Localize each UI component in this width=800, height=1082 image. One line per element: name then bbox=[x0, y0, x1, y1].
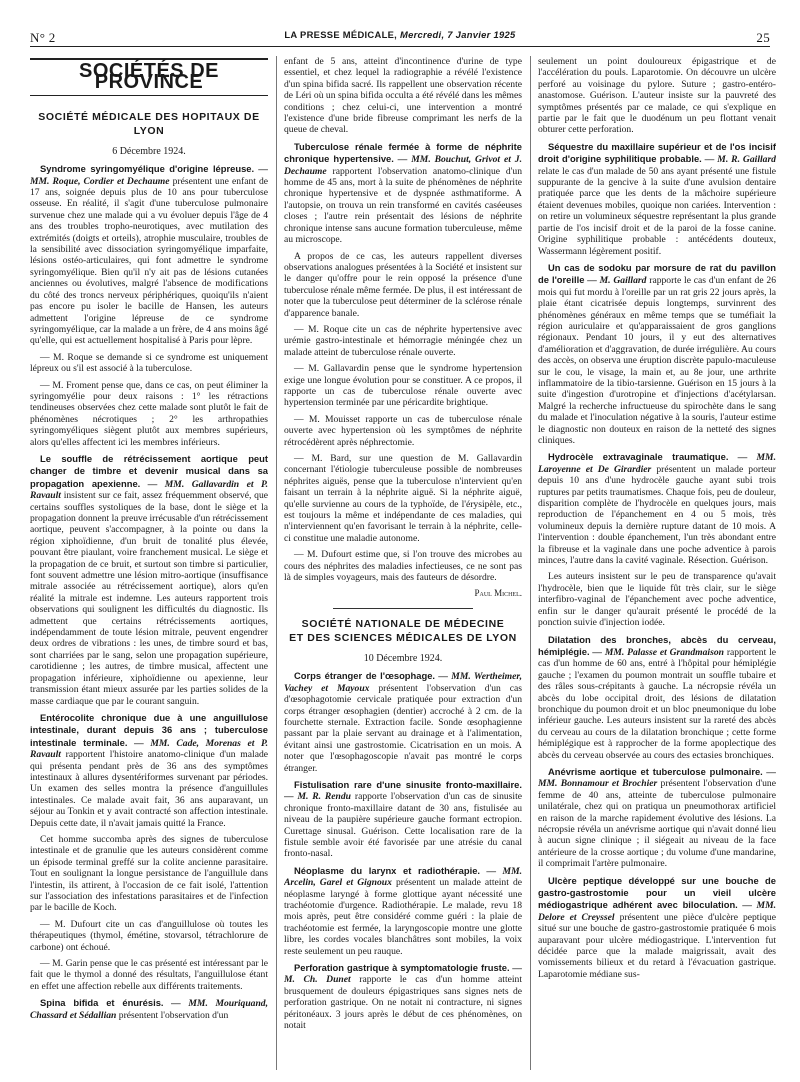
article-paragraph bbox=[538, 766, 776, 870]
article-title: Perforation gastrique à symptomatologie fruste. bbox=[294, 962, 510, 974]
article-paragraph: — M. Froment pense que, dans ce cas, on peut éliminer la syringomyélie pour deux raisons : 1° les rétractions tendineuses observées chez cette malade sont plutôt le fait de phénomènes nécrotiques ; 2° les arthropathies syringomyéliques siègent plutôt aux membres supérieurs, alors qu'elles affectent ici les membres inférieurs. bbox=[30, 379, 268, 448]
article-paragraph bbox=[538, 451, 776, 566]
article-authors: — MM. Palasse et Grandmaison bbox=[592, 646, 724, 658]
article-authors: — MM. Roque, Cordier et Dechaume bbox=[30, 164, 268, 187]
article-text: rapportent l'histoire anatomo-clinique d'un malade qui présenta pendant près de 36 ans des symptômes intestinaux à allures dysentériformes survenant par périodes. Un examen des selles montra la présence d'anguillules intestinales. Ce malade avait fait, 36 ans auparavant, un séjour au Tonkin et y avait contracté son affection intestinale. Depuis cette date, il n'avait jamais quitté la France. bbox=[30, 749, 268, 829]
article-title: Dilatation des bronches, abcès du cerveau, hémiplégie. bbox=[538, 633, 776, 657]
article-text: insistent sur ce fait, assez fréquemment observé, que certains souffles systoliques de la base, dont le siège et la propagation donnent la preuve irrécusable d'un rétrécissement aortique, peuvent s'accompagner, à la pointe ou dans la région xiphoïdienne, d'un bruit de tonalité plus élevée, pouvant être piaulant, voire franchement musical. Le siège et la propagation de ce bruit, et surtout son timbre si particulier, font souvent admettre une lésion mitro-aortique (insuffisance mitrale associée au rétrécissement aortique), alors qu'en réalité la mitrale est indemne. Les auteurs rapportent trois observations qui soulignent les difficultés du diagnostic. Ils admettent que certains rétrécissements aortiques, indépendamment de toute lésion mitrale, peuvent engendrer deux ordres de vibrations : les unes, de timbre sourd et bas, sont charriées par le sang, selon une propagation supérieure, carotidienne ; les autres, de timbre musical, affectent une propagation inférieure, xiphoïdienne ou apexienne, leur transmission étant mieux assurée par les parties solides de la masse cardiaque que par le courant sanguin. bbox=[30, 490, 268, 707]
article-paragraph: — M. Roque cite un cas de néphrite hypertensive avec urémie gastro-intestinale et hémorragie méningée chez un malade atteint de tuberculose rénale ouverte. bbox=[284, 323, 522, 358]
article-text: présentent un malade atteint de néoplasme laryngé à forme glottique ayant nécessité une trachéotomie d'urgence. Radiothérapie. Le malade, revu 18 mois après, peut être considéré comme guéri : la plaie de trachéotomie est fermée, la laryngoscopie montre une glotte libre, les cordes vocales blanchâtres sont mobiles, la voix reste seulement un peu rauque. bbox=[284, 877, 522, 957]
article-authors: — MM. Bouchut, Grivot et J. Dechaume bbox=[284, 154, 522, 177]
article-title: Le souffle de rétrécissement aortique peut changer de timbre et devenir musical dans sa propagation apexienne. bbox=[30, 452, 268, 489]
article-text: relate le cas d'un malade de 50 ans ayant présenté une fistule suppurante de la gencive à la suite d'une avulsion dentaire pratiquée parce que les dents de la mâchoire supérieure étaient devenues mobiles, quoique non cariées. Intervention : on retire un volumineux séquestre représentant la plus grande partie de l'os incisif droit et de la paroi de la fosse canine. Origine syphilitique probable : antécédents douteux, Wassermann légèrement positif. bbox=[538, 165, 776, 257]
article-paragraph: — M. Dufourt cite un cas d'anguillulose où toutes les thérapeutiques (thymol, émétine, stovarsol, tétrachlorure de carbone) ont échoué. bbox=[30, 918, 268, 953]
article-text: présentent une enfant de 17 ans, soignée depuis plus de 10 ans pour tuberculose osseuse. En réalité, il s'agit d'une tuberculose pulmonaire survenue chez une malade qui a vu évoluer depuis l'âge de 4 ans des troubles tropho-neurotiques, avec mutilation des extrémités (doigts et orteils), atrophie musculaire, troubles de la sensibilité avec dissociation syringomyélique imparfaite, lésions ostéo-articulaires, qui font admettre le syndrome syringomyélique. Bien qu'il n'y ait pas de lésions cutanées anciennes ou évolutives, malgré l'absence de modifications du côté des troncs nerveux périphériques, quoiqu'ils n'aient pas encore pu isoler le bacille de Hansen, les auteurs admettent l'origine lépreuse de ce syndrome syringomyélique, car la malade a un frère, de 4 ans moins âgé qu'elle, qui est actuellement hospitalisé à Paris pour lèpre. bbox=[30, 175, 268, 347]
article-text: présentent un malade porteur depuis 10 ans d'une hydrocèle gauche ayant subi trois ruptures par petits traumatismes. Chaque fois, peu de douleur, disparition complète de l'hydrocèle en quelques jours, mais reproduction de l'épanchement en 4 ou 5 mois, très volumineux depuis la dernière rupture datant de 10 mois. A l'intervention : double épanchement, l'un très abondant entre la fibreuse et la vaginale dans une poche adventice à parois minces, l'autre dans la cavité vaginale. Résection. Guérison. bbox=[538, 463, 776, 567]
article-text: rapporte le cas d'un homme atteint brusquement de douleurs épigastriques sans signes nets de perforation gastrique. On ne notait ni contracture, ni signes péritonéaux. 3 jours après le début de ces phénomènes, on notait bbox=[284, 974, 522, 1032]
society-heading: SOCIÉTÉ MÉDICALE DES HOPITAUX DE LYON bbox=[38, 110, 260, 137]
section-divider bbox=[333, 608, 473, 609]
article-paragraph: — M. Garin pense que le cas présenté est intéressant par le fait que le thymol a donné des résultats, l'anguillulose étant en effet une affection rebelle aux différents traitements. bbox=[30, 958, 268, 992]
article-authors: — M. R. Rendu bbox=[284, 791, 352, 803]
page-number: 25 bbox=[756, 30, 770, 45]
article-paragraph: Les auteurs insistent sur le peu de transparence qu'avait l'hydrocèle, bien que le liquide fût très clair, sur le siège interfibro-vaginal de l'épanchement avec poche adventice, enfin sur le danger qu'aurait présenté le procédé de la ponction suivie d'injection iodée. bbox=[538, 571, 776, 629]
column-2 bbox=[284, 56, 522, 1070]
article-title: Fistulisation rare d'une sinusite fronto-maxillaire. bbox=[294, 778, 522, 790]
society-heading-line: ET DES SCIENCES MÉDICALES DE LYON bbox=[289, 631, 517, 644]
article-text: rapportent le cas d'un homme de 60 ans, entré à l'hôpital pour hémiplégie gauche ; l'examen du poumon montrait un souffle tubaire et des râles sous-crépitants à gauche. La nécropsie révéla un abcès du lobe occipital droit, des lésions de dilatation bronchique du poumon droit et un bloc pneumonique du lobe inférieur gauche. Les auteurs insistent sur la rareté des abcès du cerveau au cours de la dilatation bronchique ; cette forme hémiplégique est à rapprocher de la forme apoplectique des abcès du cerveau observée au cours des ectasies bronchiques. bbox=[538, 646, 776, 761]
article-authors: — M. Ch. Dunet bbox=[284, 963, 522, 986]
article-authors: — MM. Mouriquand, Chassard et Sédallian bbox=[30, 998, 268, 1021]
journal-title bbox=[30, 29, 770, 40]
article-paragraph bbox=[284, 779, 522, 860]
article-title: Séquestre du maxillaire supérieur et de l'os incisif droit d'origine syphilitique probable. bbox=[538, 140, 776, 165]
article-paragraph bbox=[538, 262, 776, 447]
column-rule bbox=[276, 56, 277, 1070]
article-paragraph bbox=[538, 141, 776, 257]
society-heading bbox=[284, 617, 522, 645]
article-paragraph bbox=[538, 634, 776, 761]
article-title: Ulcère peptique développé sur une bouche de gastro-gastrostomie pour un vieil ulcère médiogastrique adhérent avec biloculation. bbox=[538, 874, 776, 911]
column-3 bbox=[538, 56, 776, 1070]
article-text: rapportent l'observation anatomo-clinique d'un homme de 45 ans, mort à la suite de phénomènes de néphrite chronique hypertensive et de dyspnée asthmatiforme. A l'autopsie, on trouva un rein transformé en cavités caséeuses closes ; l'autre rein présentait des lésions de néphrite chronique intense sans aucune formation tuberculeuse, même au microscope. bbox=[284, 165, 522, 246]
session-date: 10 Décembre 1924. bbox=[363, 652, 443, 664]
article-paragraph bbox=[30, 453, 268, 707]
article-paragraph: enfant de 5 ans, atteint d'incontinence d'urine de type essentiel, et chez lequel la radiographie a révélé l'existence d'un spina bifida sacré. Ils rappellent une observation récente de Léri où un spina bifida occulta a été révélé dans les mêmes conditions ; chez celui-ci, une intervention a montré l'existence d'une bride fibreuse comprimant les nerfs de la queue de cheval. bbox=[284, 56, 522, 136]
article-title: Entérocolite chronique due à une anguillulose intestinale, durant depuis 36 ans ; tuberculose intestinale terminale. bbox=[30, 711, 268, 748]
article-text: présentent l'observation d'un bbox=[118, 1009, 229, 1021]
article-paragraph bbox=[30, 997, 268, 1021]
journal-name: LA PRESSE MÉDICALE, bbox=[284, 29, 398, 40]
article-authors: — MM. Arcelin, Garel et Gignoux bbox=[284, 865, 522, 889]
article-title: Tuberculose rénale fermée à forme de néphrite chronique hypertensive. bbox=[284, 140, 522, 165]
article-authors: — MM. Gallavardin et P. Ravault bbox=[30, 478, 268, 502]
report-signature: Paul Michel. bbox=[474, 588, 522, 599]
article-paragraph bbox=[284, 670, 522, 774]
article-paragraph: — M. Mouisset rapporte un cas de tuberculose rénale ouverte avec hypertension où les symptômes de néphrite rétrocédèrent après néphrectomie. bbox=[284, 413, 522, 448]
article-paragraph: — M. Gallavardin pense que le syndrome hypertension exige une longue évolution pour se constituer. A ce propos, il rapporte un cas de tuberculose rénale ouverte avec hypertension terminée par une péricardite brightique. bbox=[284, 363, 522, 409]
article-paragraph bbox=[284, 865, 522, 957]
article-paragraph: Cet homme succomba après des signes de tuberculose intestinale et de granulie que les auteurs considèrent comme un épisode terminal greffé sur la colite ancienne parasitaire. Tout en soulignant la longue persistance de l'anguillule dans l'intestin, ils attirent, à l'occasion de ce fait isolé, l'attention sur l'association des infestations parasitaires et de l'infection par le bacille de Koch. bbox=[30, 833, 268, 914]
session-date: 6 Décembre 1924. bbox=[112, 145, 186, 157]
article-paragraph: A propos de ce cas, les auteurs rappellent diverses observations analogues présentées à la Société et insistent sur le danger qu'offre pour le rein opposé la présence d'une tuberculose rénale même fermée. De plus, il est intéressant de noter que la tuberculose peut déterminer de la sclérose rénale d'apparence banale. bbox=[284, 250, 522, 319]
article-authors: — MM. Wertheimer, Vachey et Mayoux bbox=[284, 671, 522, 694]
column-rule bbox=[530, 56, 531, 1070]
article-title: Corps étranger de l'œsophage. bbox=[294, 670, 436, 682]
article-paragraph bbox=[30, 712, 268, 829]
section-title: SOCIÉTÉS DE PROVINCE bbox=[30, 58, 268, 96]
article-title: Hydrocèle extravaginale traumatique. bbox=[548, 451, 729, 463]
issue-date: Mercredi, 7 Janvier 1925 bbox=[399, 29, 516, 40]
article-paragraph bbox=[30, 163, 268, 347]
article-authors: — MM. Laroyenne et De Girardier bbox=[538, 452, 776, 475]
column-1 bbox=[30, 56, 268, 1070]
article-paragraph bbox=[538, 875, 776, 981]
article-authors: — M. Gaillard bbox=[587, 275, 647, 287]
article-paragraph bbox=[284, 962, 522, 1031]
article-text: présentent une pièce d'ulcère peptique situé sur une bouche de gastro-gastrostomie pratiquée 6 mois auparavant pour ulcère médiogastrique. L'intervention fut décidée parce que la malade maigrissait, avait des vomissements bilieux et du retard à l'évacuation gastrique. Laparotomie médiane sus- bbox=[538, 911, 776, 980]
article-paragraph: — M. Bard, sur une question de M. Gallavardin concernant l'étiologie tuberculeuse possible de nombreuses néphrites aiguës, pense que la tuberculose n'intervient qu'en faisant un terrain à la néphrite aiguë. Si la néphrite aiguë, qu'elle survienne au cours de la typhoïde, de l'érysipèle, etc., est toujours la même et indépendante de ces maladies, qui n'interviennent qu'en favorisant le terrain à la néphrite, celle-ci constitue une maladie autonome. bbox=[284, 453, 522, 544]
article-title: Un cas de sodoku par morsure de rat du pavillon de l'oreille bbox=[538, 261, 776, 286]
article-paragraph bbox=[284, 141, 522, 246]
running-header bbox=[30, 24, 770, 47]
article-paragraph: — M. Dufourt estime que, si l'on trouve des microbes au cours des néphrites des maladies infectieuses, ce ne sont pas là de simples voyageurs, mais des fauteurs de désordre. bbox=[284, 549, 522, 584]
article-paragraph: seulement un point douloureux épigastrique et de l'accélération du pouls. Laparotomie. On découvre un ulcère perforé au voisinage du pylore. Suture ; gastro-entéro-anastomose. Guérison. L'auteur insiste sur la pauvreté des symptômes présentés par ce malade, ce qui s'explique en partie par le fait que le duodénum un peu flottant venait obturer cette perforation. bbox=[538, 56, 776, 136]
issue-number: N° 2 bbox=[30, 30, 56, 45]
article-authors: — MM. Delore et Creyssel bbox=[538, 900, 776, 923]
article-authors: — MM. Bonnamour et Brochier bbox=[538, 766, 776, 790]
society-heading-line: SOCIÉTÉ NATIONALE DE MÉDECINE bbox=[301, 617, 505, 630]
article-text: présentent l'observation d'une femme de 40 ans, atteinte de tuberculose pulmonaire unilatérale, chez qui on pratiqua un pneumothorax artificiel en raison de la marche rapidement évolutive des lésions. La nécropsie révéla un anévrisme aortique qui n'avait donné lieu à aucun signe clinique ; il siégeait au niveau de la face antérieure de la crosse aortique ; du volume d'une mandarine, il comprimait l'artère pulmonaire. bbox=[538, 778, 776, 870]
article-title: Syndrome syringomyélique d'origine lépreuse. bbox=[40, 163, 255, 175]
article-authors: — MM. Cade, Morenas et P. Ravault bbox=[30, 737, 268, 761]
article-text: présentent l'observation d'un cas d'œsophagotomie cervicale pratiquée pour extraction d'un corps étranger œsophagien (dentier) accroché à 2 cm. de la fourchette sternale. Extraction facile. Sonde œsophagienne passant par la plaie servant au drainage et à l'alimentation, évitant ainsi une gastrostomie. Cicatrisation en un mois. A noter que l'œsophagoscopie n'avait pas montré le corps étranger. bbox=[284, 682, 522, 774]
article-title: Anévrisme aortique et tuberculose pulmonaire. bbox=[548, 765, 763, 777]
article-title: Spina bifida et énurésis. bbox=[40, 997, 164, 1009]
article-authors: — M. R. Gaillard bbox=[704, 154, 776, 166]
article-text: rapporte l'observation d'un cas de sinusite chronique fronto-maxillaire datant de 30 ans, fistulisée au niveau de la paupière supérieure gauche formant ectropion. Curettage sinusal. Guérison. Cette localisation rare de la fistule semble avoir été favorisée par une atrésie du canal fronto-nasal. bbox=[284, 791, 522, 860]
article-text: rapporte le cas d'un enfant de 26 mois qui fut mordu à l'oreille par un rat gris 22 jours après, la plaie étant cicatrisée depuis longtemps, survinrent des phénomènes généraux en même temps que se tuméfiait la région auriculaire et qu'apparaissaient de gros ganglions régionaux. Pendant 10 jours, il y eut des alternatives d'amélioration et d'aggravation, de durée irrégulière. Au cours des accès, on observa une éruption discrète papulo-maculeuse sur le cou, le visage, la main et, au 8e jour, une arthrite inflammatoire de la tibio-tarsienne. Guérison en 15 jours à la suite d'ingestion d'urotropine et d'injections d'acétylarsan. Malgré la recherche infructueuse du spirochète dans le sang du malade et l'inoculation négative à la souris, l'auteur estime le diagnostic non douteux en raison de la netteté des signes cliniques. bbox=[538, 275, 776, 446]
article-title: Néoplasme du larynx et radiothérapie. bbox=[294, 864, 481, 876]
article-paragraph: — M. Roque se demande si ce syndrome est uniquement lépreux ou s'il est associé à la tuberculose. bbox=[30, 351, 268, 375]
